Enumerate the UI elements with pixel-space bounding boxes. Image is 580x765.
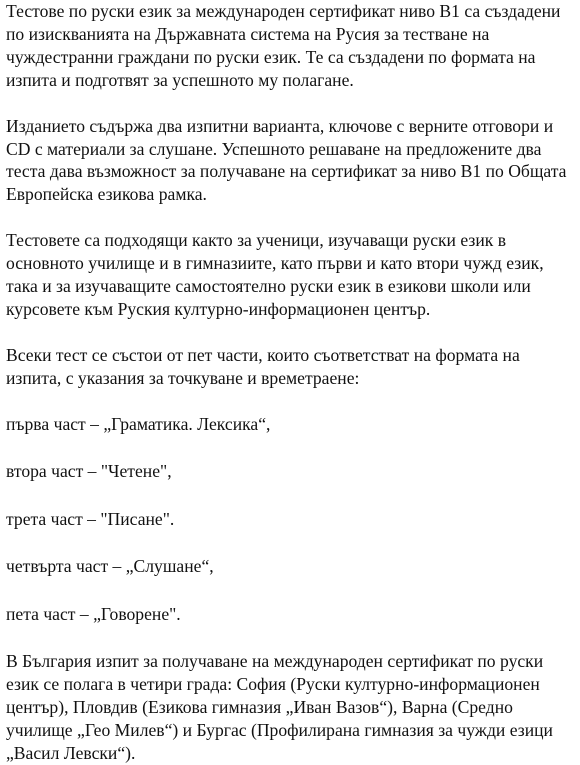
test-part-4: четвърта част – „Слушане“, — [6, 556, 214, 577]
test-part-5: пета част – „Говорене". — [6, 603, 181, 624]
test-part-2: втора част – "Четене", — [6, 461, 172, 482]
paragraph-exam-locations: В България изпит за получаване на международен сертификат по руски език се полага в четири града: София (Руски културно-информационен център), Пловдив (Езикова гимназия „Иван Вазов“), Варна (Средно училище „Гео Милев“) и Бургас (Профилирана гимназия за чужди езици „Васил Левски“). — [6, 651, 553, 763]
test-part-1: първа част – „Граматика. Лексика“, — [6, 413, 271, 434]
document-body — [6, 0, 578, 765]
paragraph-intro: Тестове по руски език за международен сертификат ниво В1 са създадени по изискванията на Държавната система на Русия за тестване на чуждестранни граждани по руски език. Те са създадени по формата на изпита и подготвят за успешното му полагане. — [6, 1, 561, 90]
test-part-3: трета част – "Писане". — [6, 508, 175, 529]
paragraph-test-structure: Всеки тест се състои от пет части, които съответстват на формата на изпита, с указания за точкуване и времетраене: — [6, 344, 520, 388]
paragraph-edition-contents: Изданието съдържа два изпитни варианта, ключове с верните отговори и CD с материали за слушане. Успешното решаване на предложените два теста дава възможност за получаване на сертификат за ниво В1 по Общата Европейска езикова рамка. — [6, 115, 567, 205]
paragraph-target-audience: Тестовете са подходящи както за ученици, изучаващи руски език в основното училище и в гимназиите, като първи и като втори чужд език, така и за изучаващите самостоятелно руски език в езикови школи или курсовете към Руския културно-информационен център. — [6, 230, 544, 319]
